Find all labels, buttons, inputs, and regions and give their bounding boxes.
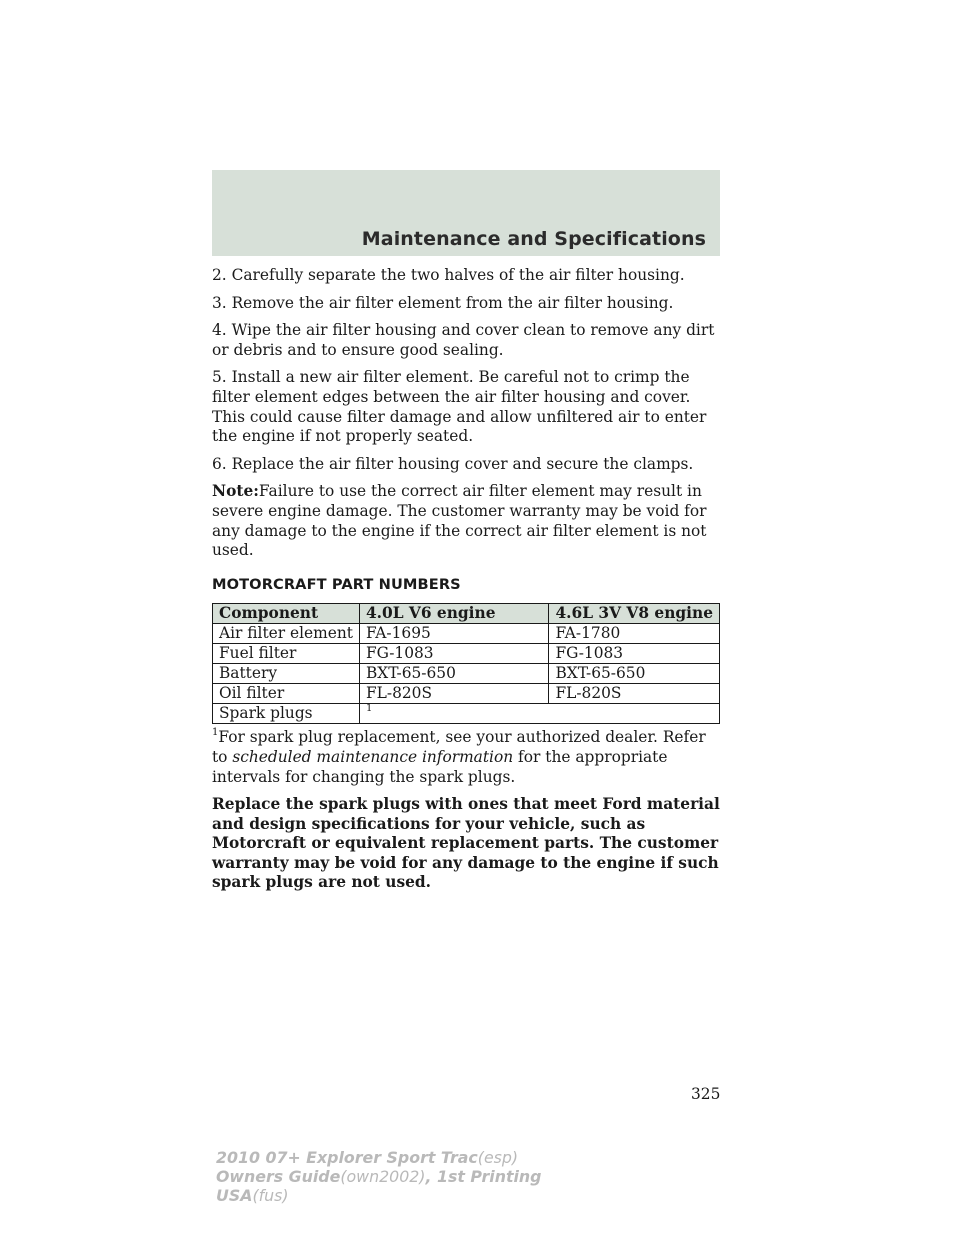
cell-component: Fuel filter — [213, 644, 360, 664]
cell-component: Battery — [213, 664, 360, 684]
cell-v8: FA-1780 — [549, 624, 720, 644]
footnote-text-before: For spark plug replacement, see your authorized dealer. Refer to — [212, 728, 706, 766]
cell-v6: FA-1695 — [359, 624, 548, 644]
note-paragraph — [212, 482, 722, 560]
footer-model: 2010 07+ Explorer Sport Trac — [216, 1148, 478, 1167]
footer-line-1 — [216, 1148, 541, 1167]
step-5: 5. Install a new air filter element. Be careful not to crimp the filter element edges between the air filter housing and cover. This could cause filter damage and allow unfiltered air to enter the engine if not properly seated. — [212, 368, 707, 446]
cell-v8: BXT-65-650 — [549, 664, 720, 684]
cell-v6: FG-1083 — [359, 644, 548, 664]
step-2: 2. Carefully separate the two halves of the air filter housing. — [212, 266, 685, 284]
footer-printing: , 1st Printing — [425, 1167, 542, 1186]
footer-model-code: (esp) — [477, 1148, 519, 1167]
footer-guide-code: (own2002) — [340, 1167, 426, 1186]
table-header-row — [213, 604, 720, 624]
footer-line-3 — [216, 1186, 541, 1205]
footer-line-2 — [216, 1167, 541, 1186]
step-4: 4. Wipe the air filter housing and cover clean to remove any dirt or debris and to ensure good sealing. — [212, 321, 715, 359]
page-content — [212, 266, 722, 901]
cell-spark-footnote — [359, 704, 719, 724]
document-footer — [216, 1148, 541, 1205]
cell-v8: FL-820S — [549, 684, 720, 704]
footer-market-code: (fus) — [252, 1186, 289, 1205]
header-component: Component — [213, 604, 360, 624]
footnote-mark: 1 — [365, 703, 373, 715]
cell-v6: BXT-65-650 — [359, 664, 548, 684]
header-v6: 4.0L V6 engine — [359, 604, 548, 624]
footnote-italic-ref: scheduled maintenance information — [232, 747, 514, 766]
cell-v8: FG-1083 — [549, 644, 720, 664]
note-label: Note: — [212, 482, 259, 501]
step-6: 6. Replace the air filter housing cover and secure the clamps. — [212, 454, 694, 473]
cell-component: Oil filter — [213, 684, 360, 704]
table-row — [213, 684, 720, 704]
section-header-band — [212, 170, 720, 256]
section-heading: MOTORCRAFT PART NUMBERS — [212, 575, 461, 593]
footnote-mark: 1 — [212, 727, 219, 739]
table-row — [213, 664, 720, 684]
spark-plug-warning: Replace the spark plugs with ones that meet Ford material and design specifications for your vehicle, such as Motorcraft or equivalent replacement parts. The customer warranty may be void for any damage to the engine if such spark plugs are not used. — [212, 795, 720, 892]
table-row — [213, 624, 720, 644]
footer-market: USA — [216, 1186, 253, 1205]
footer-guide: Owners Guide — [216, 1167, 341, 1186]
section-title: Maintenance and Specifications — [361, 228, 706, 250]
note-text: Failure to use the correct air filter element may result in severe engine damage. The customer warranty may be void for any damage to the engine if the correct air filter element is not used. — [212, 482, 707, 560]
table-row — [213, 644, 720, 664]
part-numbers-table — [212, 603, 720, 724]
footnote — [212, 728, 722, 787]
header-v8: 4.6L 3V V8 engine — [549, 604, 720, 624]
cell-component: Spark plugs — [213, 704, 360, 724]
footnote-text-after: for the appropriate intervals for changing the spark plugs. — [212, 747, 668, 786]
page-number: 325 — [691, 1085, 721, 1103]
cell-v6: FL-820S — [359, 684, 548, 704]
step-3: 3. Remove the air filter element from the air filter housing. — [212, 293, 674, 312]
table-row-spark-plugs — [213, 704, 720, 724]
cell-component: Air filter element — [213, 624, 360, 644]
